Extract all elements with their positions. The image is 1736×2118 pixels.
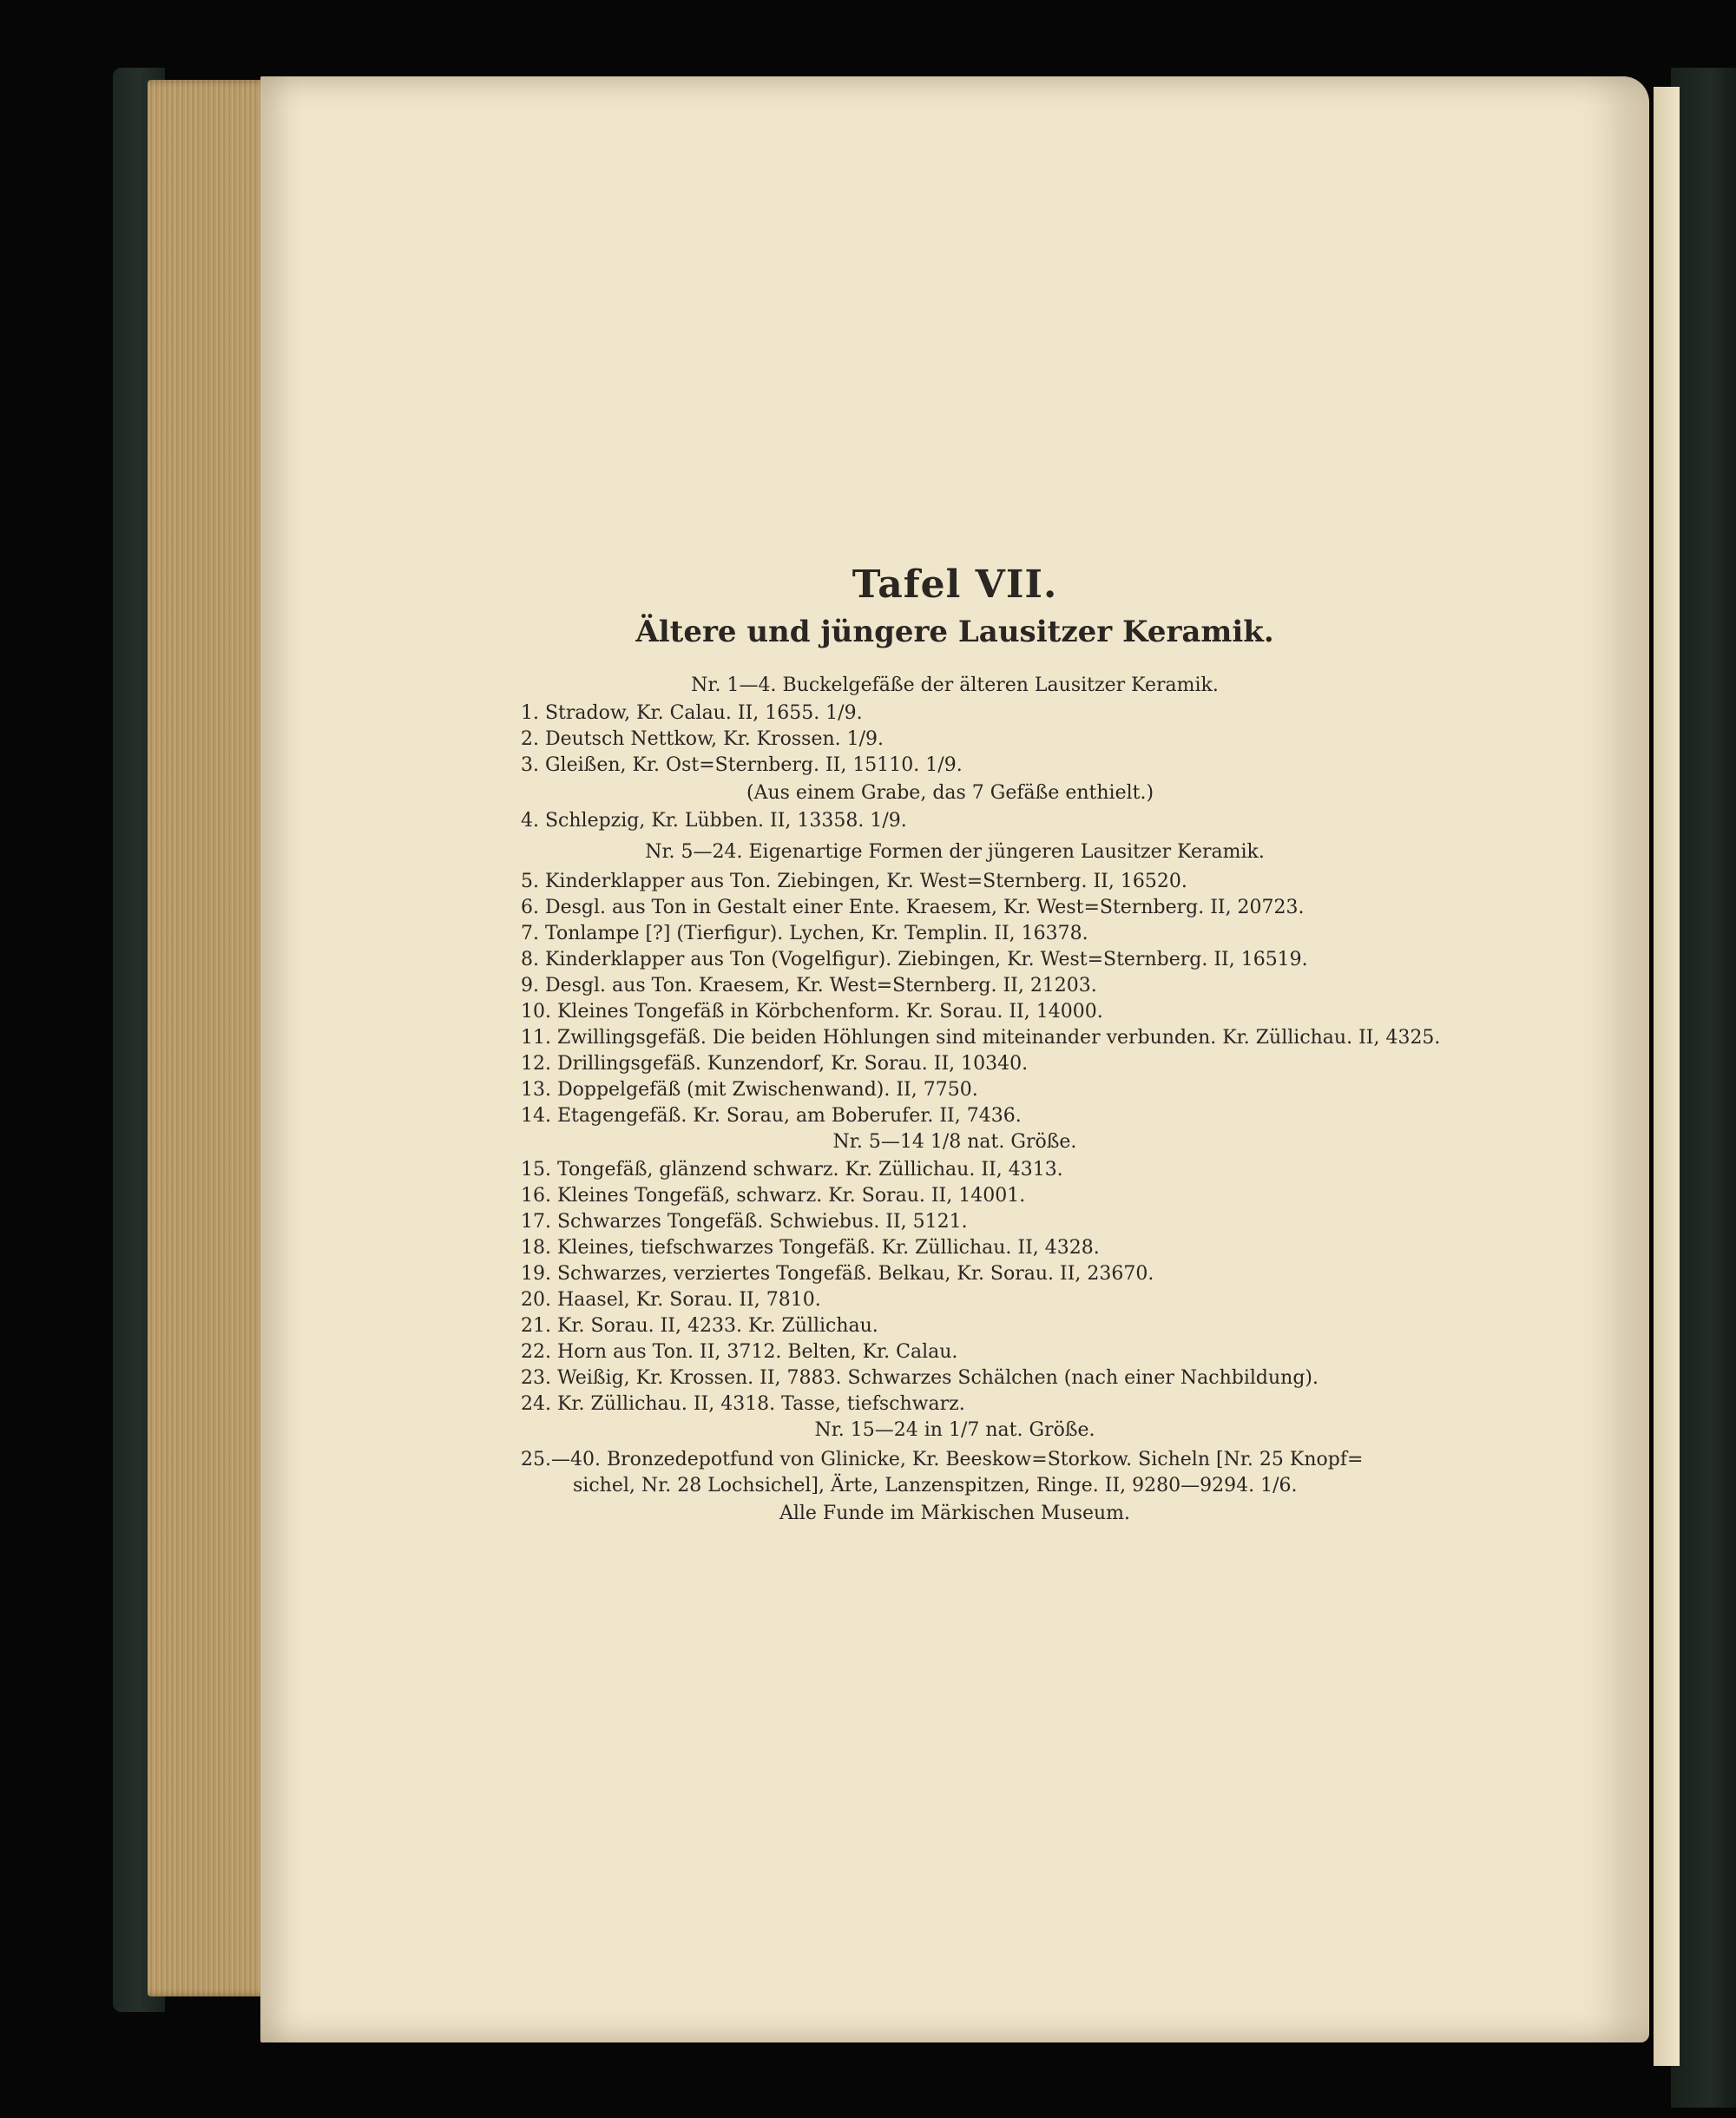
catalog-entry: 16. Kleines Tongefäß, schwarz. Kr. Sorau. II, 14001. [521,1185,1026,1207]
catalog-entry: 12. Drillingsgefäß. Kunzendorf, Kr. Sorau. II, 10340. [521,1053,1029,1075]
catalog-entry: 7. Tonlampe [?] (Tierfigur). Lychen, Kr. Templin. II, 16378. [521,923,1088,944]
section-heading: Nr. 1—4. Buckelgefäße der älteren Lausitzer Keramik. [691,674,1219,696]
catalog-entry: 6. Desgl. aus Ton in Gestalt einer Ente. Kraesem, Kr. West=Sternberg. II, 20723. [521,897,1305,918]
scale-note: Nr. 15—24 in 1/7 nat. Größe. [814,1419,1095,1441]
catalog-entry: 2. Deutsch Nettkow, Kr. Krossen. 1/9. [521,728,884,750]
book-cover-right [1671,68,1736,2108]
closing-note: Alle Funde im Märkischen Museum. [779,1503,1131,1524]
catalog-entry: 4. Schlepzig, Kr. Lübben. II, 13358. 1/9. [521,810,907,832]
catalog-entry: 9. Desgl. aus Ton. Kraesem, Kr. West=Sternberg. II, 21203. [521,975,1097,997]
catalog-entry: 18. Kleines, tiefschwarzes Tongefäß. Kr. Züllichau. II, 4328. [521,1237,1100,1259]
catalog-entry: 11. Zwillingsgefäß. Die beiden Höhlungen sind miteinander verbunden. Kr. Züllichau. II, 4325. [521,1027,1441,1049]
catalog-entry: 10. Kleines Tongefäß in Körbchenform. Kr. Sorau. II, 14000. [521,1001,1103,1023]
catalog-entry: 8. Kinderklapper aus Ton (Vogelfigur). Ziebingen, Kr. West=Sternberg. II, 16519. [521,949,1308,970]
plate-title: Tafel VII. [852,562,1058,607]
catalog-note: (Aus einem Grabe, das 7 Gefäße enthielt.) [746,782,1154,804]
catalog-entry: 3. Gleißen, Kr. Ost=Sternberg. II, 15110. 1/9. [521,754,963,776]
catalog-entry: 20. Haasel, Kr. Sorau. II, 7810. [521,1289,821,1311]
scale-note: Nr. 5—14 1/8 nat. Größe. [832,1131,1077,1153]
catalog-entry: 21. Kr. Sorau. II, 4233. Kr. Züllichau. [521,1315,878,1337]
catalog-entry-continued: sichel, Nr. 28 Lochsichel], Ärte, Lanzenspitzen, Ringe. II, 9280—9294. 1/6. [573,1475,1298,1496]
plate-subtitle: Ältere und jüngere Lausitzer Keramik. [635,615,1274,649]
catalog-entry: 23. Weißig, Kr. Krossen. II, 7883. Schwarzes Schälchen (nach einer Nachbildung). [521,1367,1318,1389]
catalog-entry: 22. Horn aus Ton. II, 3712. Belten, Kr. Calau. [521,1341,958,1363]
catalog-entry: 1. Stradow, Kr. Calau. II, 1655. 1/9. [521,702,863,724]
catalog-entry: 13. Doppelgefäß (mit Zwischenwand). II, 7750. [521,1079,978,1101]
catalog-entry: 5. Kinderklapper aus Ton. Ziebingen, Kr. West=Sternberg. II, 16520. [521,871,1187,892]
catalog-entry: 19. Schwarzes, verziertes Tongefäß. Belkau, Kr. Sorau. II, 23670. [521,1263,1154,1285]
catalog-entry: 24. Kr. Züllichau. II, 4318. Tasse, tiefschwarz. [521,1393,965,1415]
facing-page-edge [1654,87,1680,2066]
section-heading: Nr. 5—24. Eigenartige Formen der jüngeren Lausitzer Keramik. [645,841,1265,863]
book-page [260,76,1649,2042]
catalog-entry: 17. Schwarzes Tongefäß. Schwiebus. II, 5121. [521,1211,968,1233]
catalog-entry: 14. Etagengefäß. Kr. Sorau, am Boberufer. II, 7436. [521,1105,1022,1127]
catalog-entry: 15. Tongefäß, glänzend schwarz. Kr. Züllichau. II, 4313. [521,1159,1063,1181]
catalog-entry: 25.—40. Bronzedepotfund von Glinicke, Kr. Beeskow=Storkow. Sicheln [Nr. 25 Knopf= [521,1449,1364,1470]
